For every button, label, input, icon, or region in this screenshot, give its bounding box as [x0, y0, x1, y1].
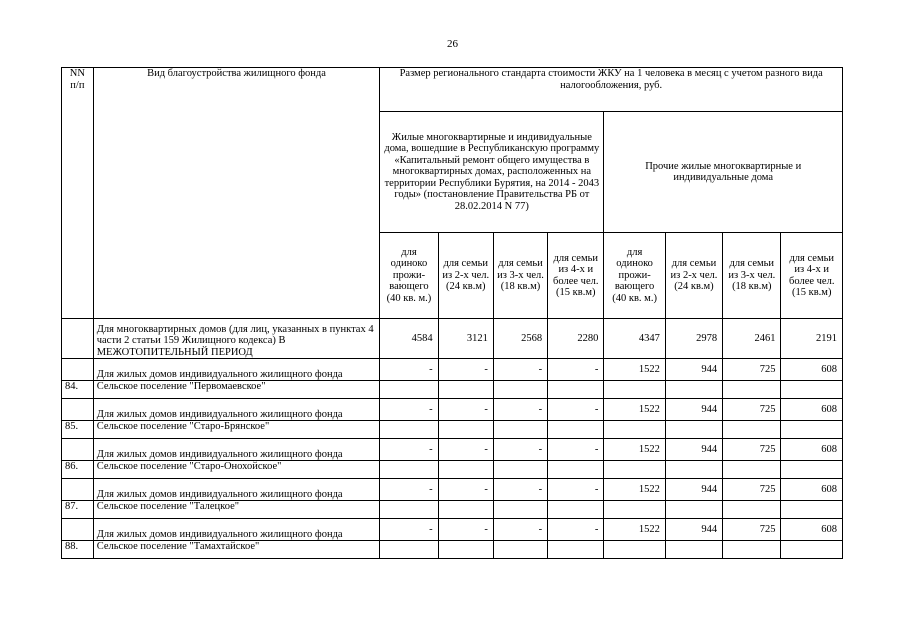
- value-cell: -: [380, 479, 438, 501]
- row-label: Для жилых домов индивидуального жилищного фонда: [93, 519, 380, 541]
- value-cell: 1522: [604, 519, 665, 541]
- value-cell: [493, 381, 547, 399]
- value-cell: [781, 461, 843, 479]
- value-cell: [493, 501, 547, 519]
- row-number: [62, 319, 94, 359]
- value-cell: 4584: [380, 319, 438, 359]
- value-cell: -: [380, 439, 438, 461]
- value-cell: -: [380, 359, 438, 381]
- subheader-b-4: для семьи из 4-х и более чел. (15 кв.м): [781, 233, 843, 319]
- row-number: 84.: [62, 381, 94, 399]
- header-nn: NN п/п: [62, 68, 94, 319]
- value-cell: [438, 461, 493, 479]
- value-cell: [493, 461, 547, 479]
- value-cell: 3121: [438, 319, 493, 359]
- value-cell: 608: [781, 479, 843, 501]
- subheader-a-3: для семьи из 3-х чел. (18 кв.м): [493, 233, 547, 319]
- subheader-b-3: для семьи из 3-х чел. (18 кв.м): [723, 233, 781, 319]
- value-cell: [604, 421, 665, 439]
- value-cell: [548, 501, 604, 519]
- subheader-a-1: для одиноко прожи-вающего (40 кв. м.): [380, 233, 438, 319]
- tariff-table: [61, 67, 843, 559]
- value-cell: [723, 501, 781, 519]
- value-cell: -: [380, 399, 438, 421]
- value-cell: 2568: [493, 319, 547, 359]
- row-number: 85.: [62, 421, 94, 439]
- row-number: 86.: [62, 461, 94, 479]
- value-cell: [665, 541, 722, 559]
- value-cell: [438, 381, 493, 399]
- value-cell: [781, 541, 843, 559]
- header-group-other: Прочие жилые многоквартирные и индивидуальные дома: [604, 112, 843, 233]
- value-cell: 2978: [665, 319, 722, 359]
- value-cell: -: [548, 479, 604, 501]
- value-cell: 608: [781, 439, 843, 461]
- row-label: Для жилых домов индивидуального жилищного фонда: [93, 399, 380, 421]
- row-number: 88.: [62, 541, 94, 559]
- value-cell: 944: [665, 439, 722, 461]
- settlement-name: Сельское поселение "Первомаевское": [93, 381, 380, 399]
- value-cell: [493, 421, 547, 439]
- value-cell: [723, 381, 781, 399]
- value-cell: [781, 381, 843, 399]
- value-cell: [380, 461, 438, 479]
- value-cell: 4347: [604, 319, 665, 359]
- value-cell: -: [493, 439, 547, 461]
- subheader-a-4: для семьи из 4-х и более чел. (15 кв.м): [548, 233, 604, 319]
- value-cell: -: [438, 479, 493, 501]
- settlement-row: [62, 501, 843, 519]
- settlement-row: [62, 381, 843, 399]
- subheader-b-1: для одиноко прожи-вающего (40 кв. м.): [604, 233, 665, 319]
- value-cell: [665, 421, 722, 439]
- value-cell: 1522: [604, 359, 665, 381]
- table-row: [62, 319, 843, 359]
- value-cell: [438, 501, 493, 519]
- row-number: [62, 519, 94, 541]
- value-cell: 944: [665, 479, 722, 501]
- value-cell: -: [438, 399, 493, 421]
- value-cell: 1522: [604, 439, 665, 461]
- value-cell: 608: [781, 519, 843, 541]
- value-cell: [665, 461, 722, 479]
- settlement-row: [62, 541, 843, 559]
- value-cell: -: [493, 399, 547, 421]
- value-cell: 608: [781, 399, 843, 421]
- page-number: 26: [447, 38, 458, 50]
- value-cell: -: [493, 479, 547, 501]
- value-cell: -: [548, 519, 604, 541]
- table-row: [62, 359, 843, 381]
- value-cell: 2461: [723, 319, 781, 359]
- settlement-name: Сельское поселение "Старо-Брянское": [93, 421, 380, 439]
- table-row: [62, 519, 843, 541]
- row-number: [62, 359, 94, 381]
- header-type: Вид благоустройства жилищного фонда: [93, 68, 380, 319]
- value-cell: 608: [781, 359, 843, 381]
- value-cell: [604, 541, 665, 559]
- value-cell: [723, 461, 781, 479]
- value-cell: -: [493, 359, 547, 381]
- row-label: Для жилых домов индивидуального жилищного фонда: [93, 479, 380, 501]
- row-number: [62, 399, 94, 421]
- value-cell: [438, 421, 493, 439]
- row-label: Для многоквартирных домов (для лиц, указанных в пунктах 4 части 2 статьи 159 Жилищного кодекса) В МЕЖОТОПИТЕЛЬНЫЙ ПЕРИОД: [93, 319, 380, 359]
- subheader-b-2: для семьи из 2-х чел. (24 кв.м): [665, 233, 722, 319]
- value-cell: -: [548, 439, 604, 461]
- table-row: [62, 399, 843, 421]
- value-cell: 944: [665, 399, 722, 421]
- settlement-row: [62, 421, 843, 439]
- value-cell: 1522: [604, 479, 665, 501]
- header-group-capital-repair: Жилые многоквартирные и индивидуальные дома, вошедшие в Республиканскую программу «Капитальный ремонт общего имущества в многоквартирных домах, расположенных на территории Республики Бурятия, на 2014 - 2043 годы» (постановление Правительства РБ от 28.02.2014 N 77): [380, 112, 604, 233]
- value-cell: 2191: [781, 319, 843, 359]
- value-cell: -: [380, 519, 438, 541]
- row-label: Для жилых домов индивидуального жилищного фонда: [93, 439, 380, 461]
- value-cell: [548, 541, 604, 559]
- value-cell: [438, 541, 493, 559]
- value-cell: 944: [665, 519, 722, 541]
- value-cell: [493, 541, 547, 559]
- value-cell: [380, 421, 438, 439]
- value-cell: 725: [723, 439, 781, 461]
- value-cell: [604, 461, 665, 479]
- value-cell: -: [438, 359, 493, 381]
- value-cell: [665, 381, 722, 399]
- table-row: [62, 479, 843, 501]
- value-cell: [548, 421, 604, 439]
- value-cell: [380, 541, 438, 559]
- value-cell: [781, 501, 843, 519]
- value-cell: 1522: [604, 399, 665, 421]
- value-cell: [548, 381, 604, 399]
- value-cell: [380, 501, 438, 519]
- header-size: Размер регионального стандарта стоимости ЖКУ на 1 человека в месяц с учетом разного вида налогообложения, руб.: [380, 68, 843, 112]
- value-cell: 725: [723, 399, 781, 421]
- settlement-name: Сельское поселение "Тамахтайское": [93, 541, 380, 559]
- value-cell: [604, 501, 665, 519]
- value-cell: [723, 421, 781, 439]
- value-cell: 725: [723, 519, 781, 541]
- value-cell: [380, 381, 438, 399]
- row-label: Для жилых домов индивидуального жилищного фонда: [93, 359, 380, 381]
- settlement-row: [62, 461, 843, 479]
- subheader-a-2: для семьи из 2-х чел. (24 кв.м): [438, 233, 493, 319]
- value-cell: -: [438, 439, 493, 461]
- value-cell: 944: [665, 359, 722, 381]
- value-cell: -: [548, 399, 604, 421]
- value-cell: [781, 421, 843, 439]
- value-cell: -: [438, 519, 493, 541]
- value-cell: [604, 381, 665, 399]
- value-cell: -: [548, 359, 604, 381]
- value-cell: 725: [723, 479, 781, 501]
- value-cell: 725: [723, 359, 781, 381]
- table-row: [62, 439, 843, 461]
- value-cell: [665, 501, 722, 519]
- row-number: [62, 479, 94, 501]
- settlement-name: Сельское поселение "Талецкое": [93, 501, 380, 519]
- value-cell: [723, 541, 781, 559]
- settlement-name: Сельское поселение "Старо-Онохойское": [93, 461, 380, 479]
- row-number: [62, 439, 94, 461]
- row-number: 87.: [62, 501, 94, 519]
- value-cell: [548, 461, 604, 479]
- value-cell: 2280: [548, 319, 604, 359]
- value-cell: -: [493, 519, 547, 541]
